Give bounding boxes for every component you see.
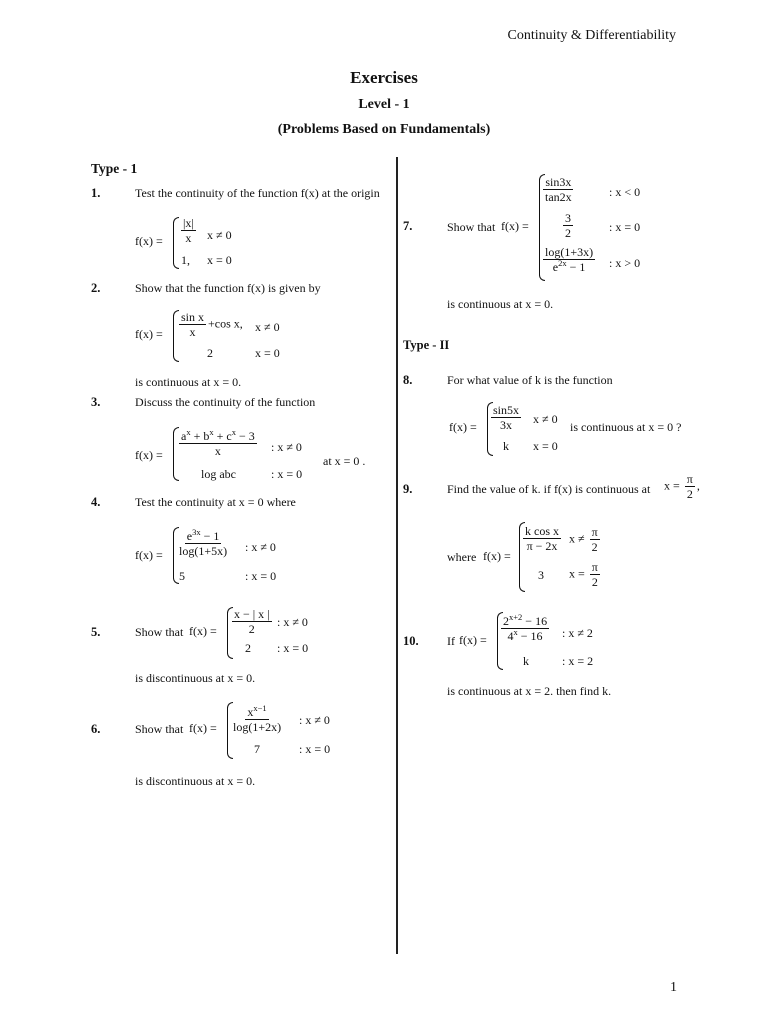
condition-1: : x ≠ 2	[562, 626, 593, 640]
problem-9-number: 9.	[403, 482, 413, 496]
condition-2: : x = 0	[271, 467, 303, 481]
problem-6-after: is discontinuous at x = 0.	[135, 774, 256, 788]
problem-9-formula	[447, 520, 647, 592]
problem-9-condition: x = $\frac{\pi}{2}$ ,	[664, 472, 700, 501]
problem-4-number: 4.	[91, 495, 101, 509]
problem-3-tail: at x = 0 .	[323, 454, 366, 468]
problem-8-number: 8.	[403, 373, 413, 387]
problem-7-formula	[447, 172, 677, 282]
fraction: $\frac{e^{3x} - 1}{\log(1+5x)}$	[179, 527, 228, 558]
fx-label: f(x) =	[483, 549, 511, 563]
fraction-2: $\frac{3}{2}$	[565, 211, 571, 240]
problem-9-text: Find the value of k. if f(x) is continuous at	[447, 482, 651, 496]
problem-2-formula	[135, 308, 305, 363]
fraction-1: $\frac{\sin 3x}{\tan 2x}$	[545, 175, 572, 204]
condition-1: : x ≠ 0	[299, 713, 330, 727]
fraction: $\frac{2^{x+2} - 16}{4^x - 16}$	[503, 612, 548, 643]
fx-label: f(x) =	[135, 234, 163, 248]
problem-1-formula	[135, 215, 275, 270]
fraction: $\frac{|x|}{x}$	[183, 216, 194, 245]
value-2: k	[503, 439, 509, 453]
problem-8-tail: is continuous at x = 0 ?	[570, 420, 682, 434]
problem-5-number: 5.	[91, 625, 101, 639]
type-1-label: Type - 1	[91, 161, 138, 176]
problem-3-text: Discuss the continuity of the function	[135, 395, 316, 409]
value-2: k	[523, 654, 529, 668]
value-2: 2	[207, 346, 213, 360]
problem-4-formula	[135, 525, 335, 585]
fraction: $\frac{\text{sin x}}{x}$	[181, 310, 205, 339]
value-2: 1,	[181, 253, 190, 267]
page-number: 1	[670, 980, 677, 995]
fx-label: f(x) =	[449, 420, 477, 434]
condition-2: : x = 0	[609, 220, 641, 234]
condition-1: x ≠ 0	[255, 320, 280, 334]
fx-label: f(x) =	[501, 219, 529, 233]
fraction: $\frac{x - | x |}{2}$	[234, 607, 270, 636]
exercises-title: Exercises	[350, 68, 418, 87]
problem-10-after: is continuous at x = 2. then find k.	[447, 684, 612, 698]
condition-2: x = 0	[533, 439, 558, 453]
problem-1-text: Test the continuity of the function f(x) at the origin	[135, 186, 380, 200]
problem-8-formula	[449, 400, 709, 456]
value-2: 5	[179, 569, 185, 583]
condition-2: : x = 0	[245, 569, 277, 583]
fraction-3: $\frac{\log(1+3x)}{e^{2x} - 1}$	[545, 245, 594, 274]
column-divider	[396, 157, 398, 954]
problem-3-number: 3.	[91, 395, 101, 409]
condition-2: x = 0	[207, 253, 232, 267]
condition-2: : x = 2	[562, 654, 594, 668]
fx-label: f(x) =	[135, 448, 163, 462]
type-2-label: Type - II	[403, 338, 450, 352]
problem-1-number: 1.	[91, 186, 101, 200]
chapter-header: Continuity & Differentiability	[507, 28, 676, 43]
condition-2: : x = 0	[277, 641, 309, 655]
problem-8-text: For what value of k is the function	[447, 373, 613, 387]
fraction: $\frac{\text{k cos x}}{\pi - 2x}$	[525, 524, 559, 553]
condition-1: x ≠ 0	[207, 228, 232, 242]
value-2: 2	[245, 641, 251, 655]
problem-10-text: If	[447, 634, 455, 648]
problem-5-text: Show that	[135, 625, 184, 639]
fx-label: f(x) =	[189, 721, 217, 735]
value-2: 7	[254, 742, 260, 756]
fx-label: f(x) =	[459, 633, 487, 647]
problem-6-formula	[135, 700, 365, 760]
fraction: $\frac{x^{x-1}}{\log(1+2x)}$	[233, 703, 282, 734]
condition-3: : x > 0	[609, 256, 641, 270]
problem-7-after: is continuous at x = 0.	[447, 297, 554, 311]
problem-2-number: 2.	[91, 281, 101, 295]
value-2: log abc	[201, 467, 236, 481]
condition-1: : x < 0	[609, 185, 641, 199]
condition-1: : x ≠ 0	[271, 440, 302, 454]
condition-1: x ≠ $\frac{\pi}{2}$	[569, 525, 598, 554]
fx-label: f(x) =	[189, 624, 217, 638]
condition-1: : x ≠ 0	[245, 540, 276, 554]
problem-2-text: Show that the function f(x) is given by	[135, 281, 321, 295]
condition-2: x = $\frac{\pi}{2}$	[569, 560, 598, 589]
fraction: $\frac{a^x + b^x + c^x - 3}{x}$	[181, 427, 255, 458]
fraction: $\frac{\sin 5x}{3x}$	[493, 403, 520, 432]
fraction-rest: +cos x,	[208, 316, 243, 331]
problem-5-formula	[135, 605, 355, 660]
problem-6-text: Show that	[135, 722, 184, 736]
condition-1: x ≠ 0	[533, 412, 558, 426]
problem-4-text: Test the continuity at x = 0 where	[135, 495, 296, 509]
subtitle: (Problems Based on Fundamentals)	[277, 122, 491, 137]
fx-label: f(x) =	[135, 548, 163, 562]
problem-3-formula	[135, 425, 375, 481]
problem-7-text: Show that	[447, 220, 496, 234]
fx-label: f(x) =	[135, 327, 163, 341]
problem-10-formula	[447, 610, 647, 670]
problem-6-number: 6.	[91, 722, 101, 736]
problem-5-after: is discontinuous at x = 0.	[135, 671, 256, 685]
problem-10-number: 10.	[403, 634, 419, 648]
value-2: 3	[538, 568, 544, 582]
problem-9-where: where	[447, 550, 477, 564]
problem-7-number: 7.	[403, 219, 413, 233]
level-title: Level - 1	[358, 97, 410, 112]
condition-2: x = 0	[255, 346, 280, 360]
problem-2-after: is continuous at x = 0.	[135, 375, 242, 389]
condition-2: : x = 0	[299, 742, 331, 756]
condition-1: : x ≠ 0	[277, 615, 308, 629]
